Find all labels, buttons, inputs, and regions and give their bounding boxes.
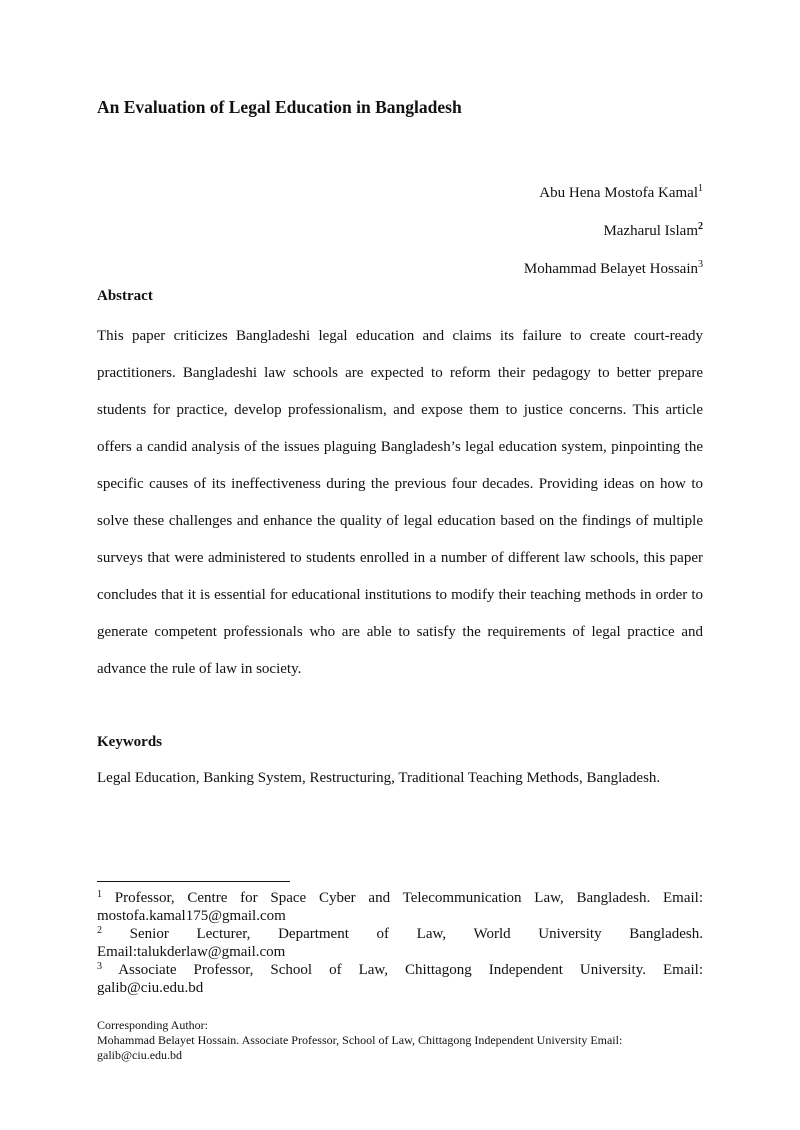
author-3 xyxy=(524,250,703,288)
paper-title: An Evaluation of Legal Education in Bangladesh xyxy=(97,97,462,117)
author-name: Mohammad Belayet Hossain xyxy=(523,261,698,277)
author-name: Mazharul Islam xyxy=(603,223,698,239)
abstract-heading: Abstract xyxy=(97,288,153,304)
footnote-text: Associate Professor, School of Law, Chittagong Independent University. Email: xyxy=(118,962,703,978)
footnote-text: Senior Lecturer, Department of Law, World University Bangladesh. xyxy=(129,926,703,942)
footnote-mark: 1 xyxy=(97,889,102,900)
footnote-2 xyxy=(97,925,703,961)
footnote-text: Professor, Centre for Space Cyber and Telecommunication Law, Bangladesh. Email: xyxy=(114,890,704,906)
abstract-text: This paper criticizes Bangladeshi legal education and claims its failure to create court-ready practitioners. Bangladeshi law schools are expected to reform their pedagogy to better prepare students for practice, develop professionalism, and expose them to justice concerns. This article offers a candid analysis of the issues plaguing Bangladesh’s legal education system, pinpointing the specific causes of its ineffectiveness during the previous four decades. Providing ideas on how to solve these challenges and enhance the quality of legal education based on the findings of multiple surveys that were administered to students enrolled in a number of different law schools, this paper concludes that it is essential for educational institutions to modify their teaching methods in order to generate competent professionals who are able to satisfy the requirements of legal practice and advance the rule of law in society. xyxy=(97,328,703,677)
author-name: Abu Hena Mostofa Kamal xyxy=(539,185,698,201)
corresponding-text: Mohammad Belayet Hossain. Associate Professor, School of Law, Chittagong Independent University Email: galib@ciu.edu.bd xyxy=(97,1033,623,1062)
footnote-1 xyxy=(97,889,703,925)
footnote-email: mostofa.kamal175@gmail.com xyxy=(97,908,286,924)
footnote-email: galib@ciu.edu.bd xyxy=(97,980,204,996)
footnote-3 xyxy=(97,961,703,997)
author-footnote-mark: 1 xyxy=(698,183,703,194)
footnote-mark: 2 xyxy=(97,925,102,936)
corresponding-label: Corresponding Author: xyxy=(97,1018,208,1032)
author-footnote-mark: 3 xyxy=(698,259,703,270)
author-list xyxy=(524,174,703,288)
footnotes xyxy=(97,889,703,997)
footnote-mark: 3 xyxy=(97,961,102,972)
footnote-email: Email:talukderlaw@gmail.com xyxy=(97,944,286,960)
corresponding-author xyxy=(97,1018,703,1063)
keywords-heading: Keywords xyxy=(97,734,162,750)
keywords-text: Legal Education, Banking System, Restructuring, Traditional Teaching Methods, Bangladesh. xyxy=(97,770,661,786)
author-1 xyxy=(524,174,703,212)
author-footnote-mark: 2 xyxy=(698,221,703,232)
author-2 xyxy=(524,212,703,250)
footnote-divider xyxy=(97,881,290,882)
